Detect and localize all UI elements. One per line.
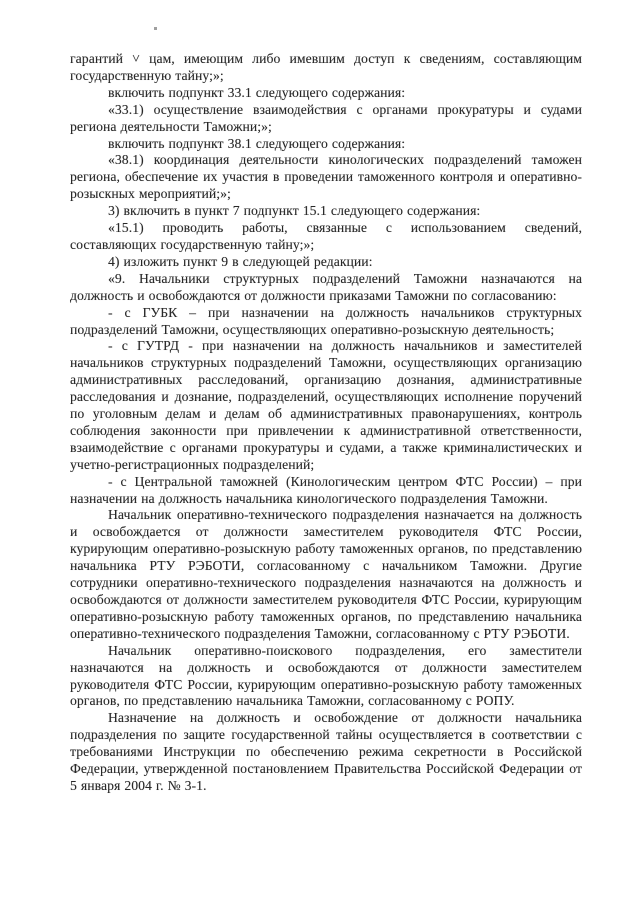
paragraph: «38.1) координация деятельности кинологических подразделений таможен региона, обеспечение их участия в проведении таможенного контроля и оперативно-розыскных мероприятий;»;: [70, 152, 582, 202]
paragraph: - с ГУБК – при назначении на должность начальников структурных подразделений Таможни, осуществляющих оперативно-розыскную деятельность;: [70, 304, 582, 337]
paragraph: - с Центральной таможней (Кинологическим центром ФТС России) – при назначении на должность начальника кинологического подразделения Таможни.: [70, 473, 582, 506]
paragraph: - с ГУТРД - при назначении на должность начальников и заместителей начальников структурных подразделений Таможни, осуществляющих организацию административных расследований, организацию дознания, административные расследования и дознание, подразделений, осуществляющих исполнение поручений по уголовным делам и делам об административных правонарушениях, контроль соблюдения законности при привлечении к административной ответственности, взаимодействие с органами прокуратуры и судами, а также криминалистических и учетно-регистрационных подразделений;: [70, 338, 582, 472]
paragraph: «9. Начальники структурных подразделений Таможни назначаются на должность и освобождаются от должности приказами Таможни по согласованию:: [70, 270, 582, 303]
paragraph: включить подпункт 38.1 следующего содержания:: [108, 135, 406, 151]
scan-artifact-dot: [154, 27, 157, 30]
paragraph: гарантий ˅ цам, имеющим либо имевшим доступ к сведениям, составляющим государственную тайну;»;: [70, 51, 582, 83]
document-text-block: [70, 51, 582, 795]
paragraph: включить подпункт 33.1 следующего содержания:: [108, 84, 406, 100]
paragraph: Назначение на должность и освобождение от должности начальника подразделения по защите государственной тайны осуществляется в соответствии с требованиями Инструкции по обеспечению режима секретности в Российской Федерации, утвержденной постановлением Правительства Российской Федерации от 5 января 2004 г. № 3-1.: [70, 710, 582, 793]
paragraph: «15.1) проводить работы, связанные с использованием сведений, составляющих государственную тайну;»;: [70, 220, 582, 252]
paragraph: «33.1) осуществление взаимодействия с органами прокуратуры и судами региона деятельности Таможни;»;: [70, 101, 582, 134]
paragraph: 3) включить в пункт 7 подпункт 15.1 следующего содержания:: [108, 203, 481, 219]
paragraph: 4) изложить пункт 9 в следующей редакции:: [108, 253, 373, 269]
paragraph: Начальник оперативно-технического подразделения назначается на должность и освобождается от должности заместителем руководителя ФТС России, курирующим оперативно-розыскную работу таможенных органов, по представлению начальника РТУ РЭБОТИ, согласованному с начальником Таможни. Другие сотрудники оперативно-технического подразделения назначаются на должность и освобождаются от должности заместителем руководителя ФТС России, курирующим оперативно-розыскную работу таможенных органов, по представлению начальника оперативно-технического подразделения Таможни, согласованному с РТУ РЭБОТИ.: [70, 507, 582, 641]
paragraph: Начальник оперативно-поискового подразделения, его заместители назначаются на должность и освобождаются от должности заместителем руководителя ФТС России, курирующим оперативно-розыскную работу таможенных органов, по представлению начальника Таможни, согласованному с РОПУ.: [70, 642, 582, 709]
